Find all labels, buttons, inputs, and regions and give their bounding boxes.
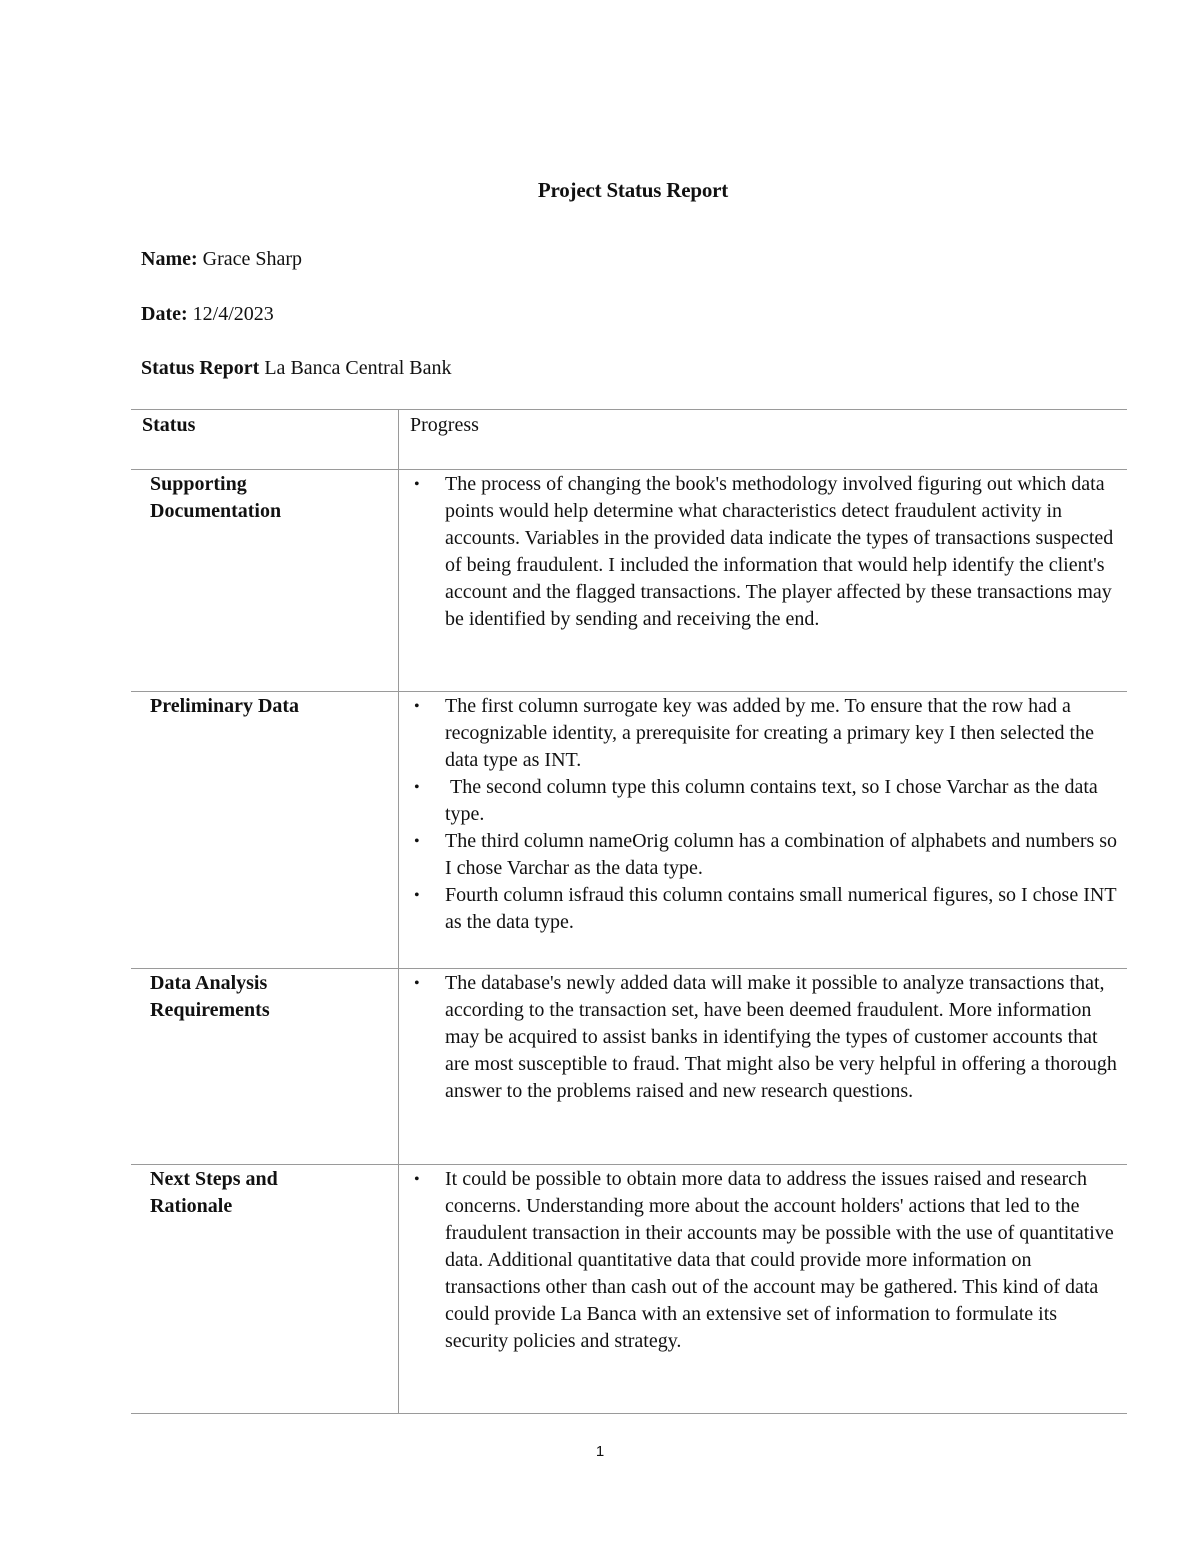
list-item-text: The third column nameOrig column has a combination of alphabets and numbers so I chose Varchar as the data type. (445, 830, 1118, 879)
status-cell (131, 470, 399, 692)
document-title: Project Status Report (537, 178, 729, 202)
bullet-icon: • (414, 1171, 420, 1188)
table-row (131, 692, 1127, 969)
list-item (410, 970, 1119, 1105)
status-cell (131, 969, 399, 1165)
date-label: Date: (141, 303, 188, 325)
bullet-icon: • (414, 779, 420, 796)
list-item (410, 882, 1119, 936)
table-row (131, 470, 1127, 692)
progress-list (410, 969, 1119, 1105)
bullet-icon: • (414, 476, 420, 493)
list-item-text: The database's newly added data will make it possible to analyze transactions that, according to the transaction set, have been deemed fraudulent. More information may be acquired to assist banks in identifying the types of customer accounts that are most susceptible to fraud. That might also be very helpful in offering a thorough answer to the problems raised and new research questions. (445, 972, 1117, 1102)
list-item-text: The process of changing the book's methodology involved figuring out which data points would help determine what characteristics detect fraudulent activity in accounts. Variables in the provided data indicate the types of transactions suspected of being fraudulent. I included the information that would help identify the client's account and the flagged transactions. The player affected by these transactions may be identified by sending and receiving the end. (445, 473, 1114, 630)
progress-cell (399, 470, 1128, 692)
table-row (131, 969, 1127, 1165)
list-item-text: The first column surrogate key was added by me. To ensure that the row had a recognizable identity, a prerequisite for creating a primary key I then selected the data type as INT. (445, 695, 1094, 771)
date-value: 12/4/2023 (192, 303, 274, 325)
header-status-text: Status (142, 414, 196, 436)
bullet-icon: • (414, 698, 420, 715)
status-label-line: Supporting (150, 473, 247, 495)
status-report-value: La Banca Central Bank (264, 357, 452, 379)
list-item-text: The second column type this column contains text, so I chose Varchar as the data type. (445, 776, 1103, 825)
status-cell (131, 1165, 399, 1414)
progress-cell (399, 969, 1128, 1165)
list-item (410, 471, 1119, 633)
status-report-label: Status Report (141, 357, 260, 379)
page-number: 1 (595, 1443, 605, 1460)
list-item (410, 693, 1119, 774)
progress-list (410, 692, 1119, 936)
progress-list (410, 470, 1119, 633)
status-cell (131, 692, 399, 969)
header-progress-cell (399, 410, 1128, 470)
table-row (131, 1165, 1127, 1414)
progress-cell (399, 1165, 1128, 1414)
status-label-line: Documentation (150, 500, 282, 522)
status-label-line: Preliminary Data (150, 695, 300, 717)
status-table (131, 409, 1127, 1414)
list-item (410, 774, 1119, 828)
table-header-row (131, 410, 1127, 470)
status-label-line: Next Steps and (150, 1168, 278, 1190)
header-progress-text: Progress (410, 414, 479, 436)
status-label-line: Requirements (150, 999, 270, 1021)
list-item (410, 828, 1119, 882)
bullet-icon: • (414, 975, 420, 992)
status-label-line: Rationale (150, 1195, 233, 1217)
bullet-icon: • (414, 887, 420, 904)
bullet-icon: • (414, 833, 420, 850)
list-item-text: Fourth column isfraud this column contains small numerical figures, so I chose INT as the data type. (445, 884, 1117, 933)
status-label-line: Data Analysis (150, 972, 268, 994)
progress-list (410, 1165, 1119, 1355)
status-report-field (141, 357, 452, 380)
header-status-cell (131, 410, 399, 470)
progress-cell (399, 692, 1128, 969)
name-value: Grace Sharp (202, 248, 303, 270)
date-field (141, 303, 274, 326)
list-item-text: It could be possible to obtain more data to address the issues raised and research concerns. Understanding more about the account holders' actions that led to the fraudulent transaction in their accounts may be possible with the use of quantitative data. Additional quantitative data that could provide more information on transactions other than cash out of the account may be gathered. This kind of data could provide La Banca with an extensive set of information to formulate its security policies and strategy. (445, 1168, 1114, 1352)
name-field (141, 248, 302, 271)
name-label: Name: (141, 248, 198, 270)
list-item (410, 1166, 1119, 1355)
